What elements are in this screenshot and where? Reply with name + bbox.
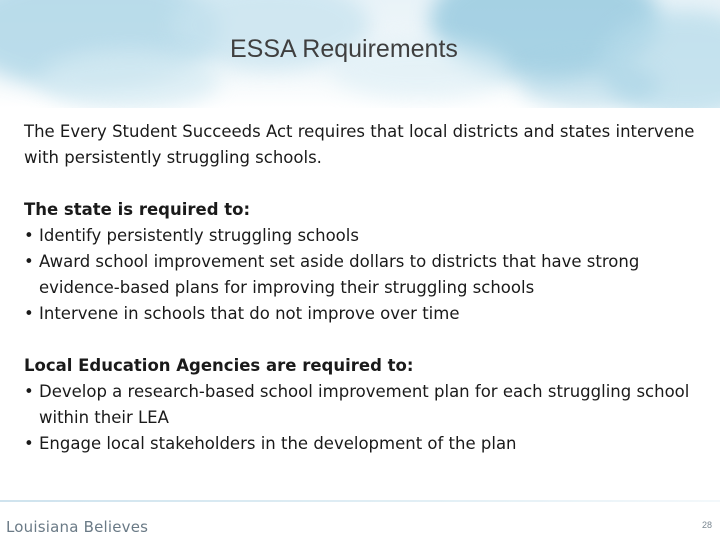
list-item-text: Identify persistently struggling schools (39, 226, 359, 245)
list-item (24, 301, 704, 327)
list-item-text: Develop a research-based school improvement plan for each struggling school within their LEA (39, 382, 690, 427)
state-requirements-heading: The state is required to: (24, 200, 251, 219)
watercolor-blob (520, 60, 660, 108)
bullet-icon: • (24, 252, 34, 271)
bullet-icon: • (24, 226, 34, 245)
state-requirements-list (24, 223, 704, 327)
lea-requirements-heading: Local Education Agencies are required to: (24, 356, 414, 375)
slide-body (24, 119, 704, 457)
list-item-text: Award school improvement set aside dollars to districts that have strong evidence-based plans for improving their struggling schools (39, 252, 640, 297)
bullet-icon: • (24, 382, 34, 401)
intro-paragraph: The Every Student Succeeds Act requires that local districts and states intervene with persistently struggling schools. (24, 122, 695, 167)
watercolor-header (0, 0, 720, 108)
slide-title: ESSA Requirements (230, 35, 458, 63)
list-item-text: Engage local stakeholders in the development of the plan (39, 434, 517, 453)
lea-requirements-list (24, 379, 704, 457)
list-item (24, 223, 704, 249)
bullet-icon: • (24, 434, 34, 453)
watercolor-blob (40, 50, 220, 108)
louisiana-believes-logo: Louisiana Believes (6, 518, 149, 536)
page-number: 28 (701, 520, 712, 530)
bullet-icon: • (24, 304, 34, 323)
list-item (24, 431, 704, 457)
list-item-text: Intervene in schools that do not improve over time (39, 304, 460, 323)
footer-divider (0, 500, 720, 502)
list-item (24, 249, 704, 301)
list-item (24, 379, 704, 431)
